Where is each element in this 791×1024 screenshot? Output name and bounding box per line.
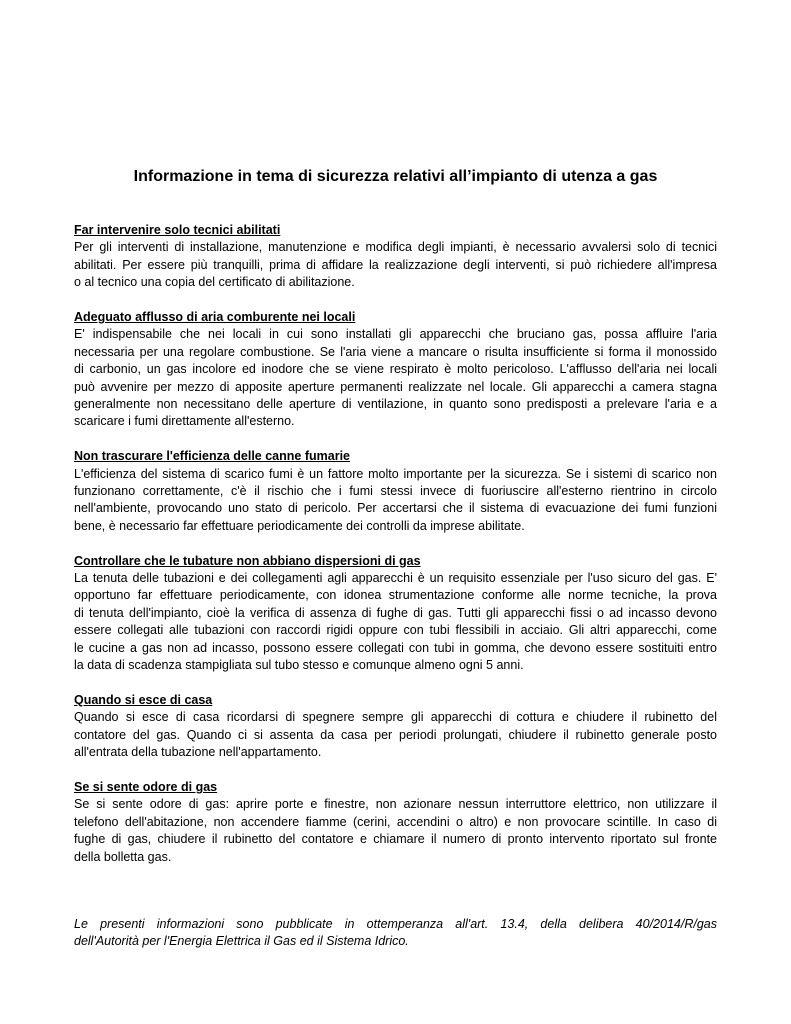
section-heading: Se si sente odore di gas bbox=[74, 779, 218, 794]
paragraph-line: opportuno far effettuare periodicamente, con idonea strumentazione conforme alle norme tecniche, la prova bbox=[74, 588, 717, 603]
section-heading: Controllare che le tubature non abbiano dispersioni di gas bbox=[74, 553, 421, 568]
paragraph-line: all'entrata della tubazione nell'appartamento. bbox=[74, 745, 322, 760]
paragraph-line: abilitati. Per essere più tranquilli, prima di affidare la realizzazione degli interventi, si può richiedere all'impresa bbox=[74, 257, 717, 272]
paragraph-line: nell'ambiente, provocando uno stato di pericolo. Per accertarsi che il sistema di evacuazione dei fumi funzioni bbox=[74, 501, 717, 516]
paragraph-line: di tenuta dell'impianto, cioè la verifica di assenza di fughe di gas. Tutti gli apparecchi fissi o ad incasso devono bbox=[74, 605, 717, 620]
paragraph-line: o al tecnico una copia del certificato di abilitazione. bbox=[74, 275, 355, 290]
footer-note bbox=[74, 916, 717, 951]
section-leaving-home bbox=[74, 692, 717, 762]
paragraph-line: necessaria per una regolare combustione. Se l'aria viene a mancare o risulta insufficiente si forma il monossido bbox=[74, 344, 717, 359]
section-flue-efficiency bbox=[74, 448, 717, 535]
paragraph-line: L'efficienza del sistema di scarico fumi è un fattore molto importante per la sicurezza. Se i sistemi di scarico non bbox=[74, 466, 717, 481]
section-heading: Quando si esce di casa bbox=[74, 692, 213, 707]
section-heading: Adeguato afflusso di aria comburente nei locali bbox=[74, 310, 356, 325]
section-qualified-technicians bbox=[74, 222, 717, 292]
paragraph-line: generalmente non necessitano delle aperture di ventilazione, in quanto sono predisposti a prelevare l'aria e a bbox=[74, 397, 717, 412]
paragraph-line: E' indispensabile che nei locali in cui sono installati gli apparecchi che bruciano gas, possa affluire l'aria bbox=[74, 327, 717, 342]
paragraph-line: bene, è necessario far effettuare periodicamente dei controlli da imprese abilitate. bbox=[74, 518, 525, 533]
section-gas-smell bbox=[74, 779, 717, 866]
paragraph-line: Quando si esce di casa ricordarsi di spegnere sempre gli apparecchi di cottura e chiudere il rubinetto del bbox=[74, 710, 717, 725]
paragraph-line: funzionano correttamente, c'è il rischio che i fumi stessi invece di fuoriuscire all'esterno rientrino in circolo bbox=[74, 484, 717, 499]
section-gas-leak-check bbox=[74, 553, 717, 675]
footer-line: dell'Autorità per l'Energia Elettrica il Gas ed il Sistema Idrico. bbox=[74, 934, 409, 949]
paragraph-line: Se si sente odore di gas: aprire porte e finestre, non azionare nessun interruttore elettrico, non utilizzare il bbox=[74, 797, 717, 812]
document-title: Informazione in tema di sicurezza relativi all’impianto di utenza a gas bbox=[133, 168, 658, 185]
paragraph-line: di carbonio, un gas incolore ed inodore che se viene respirato è molto pericoloso. L'afflusso dell'aria nei locali bbox=[74, 362, 717, 377]
section-heading: Non trascurare l'efficienza delle canne fumarie bbox=[74, 449, 350, 464]
paragraph-line: della bolletta gas. bbox=[74, 849, 172, 864]
paragraph-line: Per gli interventi di installazione, manutenzione e modifica degli impianti, è necessario avvalersi solo di tecnici bbox=[74, 240, 717, 255]
paragraph-line: contatore del gas. Quando ci si assenta da casa per periodi prolungati, chiudere il rubinetto generale posto bbox=[74, 727, 717, 742]
paragraph-line: la data di scadenza stampigliata sul tubo stesso e comunque almeno ogni 5 anni. bbox=[74, 658, 524, 673]
footer-line: Le presenti informazioni sono pubblicate in ottemperanza all'art. 13.4, della delibera 40/2014/R/gas bbox=[74, 917, 717, 931]
paragraph-line: fughe di gas, chiudere il rubinetto del contatore e chiamare il numero di pronto intervento riportato sul fronte bbox=[74, 832, 717, 847]
section-heading: Far intervenire solo tecnici abilitati bbox=[74, 223, 281, 237]
section-combustion-air bbox=[74, 309, 717, 431]
paragraph-line: telefono dell'abitazione, non accendere fiamme (cerini, accendini o altro) e non provocare scintille. In caso di bbox=[74, 814, 717, 829]
document-body bbox=[74, 222, 717, 883]
paragraph-line: può avvenire per mezzo di apposite aperture permanenti realizzate nel locale. Gli apparecchi a camera stagna bbox=[74, 379, 717, 394]
paragraph-line: La tenuta delle tubazioni e dei collegamenti agli apparecchi è un requisito essenziale per l'uso sicuro del gas. E' bbox=[74, 571, 717, 586]
paragraph-line: essere collegati alle tubazioni con raccordi rigidi oppure con tubi flessibili in acciaio. Gli altri apparecchi, come bbox=[74, 623, 717, 638]
paragraph-line: le cucine a gas non ad incasso, possono essere collegati con tubi in gomma, che devono essere sostituiti entro bbox=[74, 640, 717, 655]
paragraph-line: scaricare i fumi direttamente all'esterno. bbox=[74, 414, 295, 429]
